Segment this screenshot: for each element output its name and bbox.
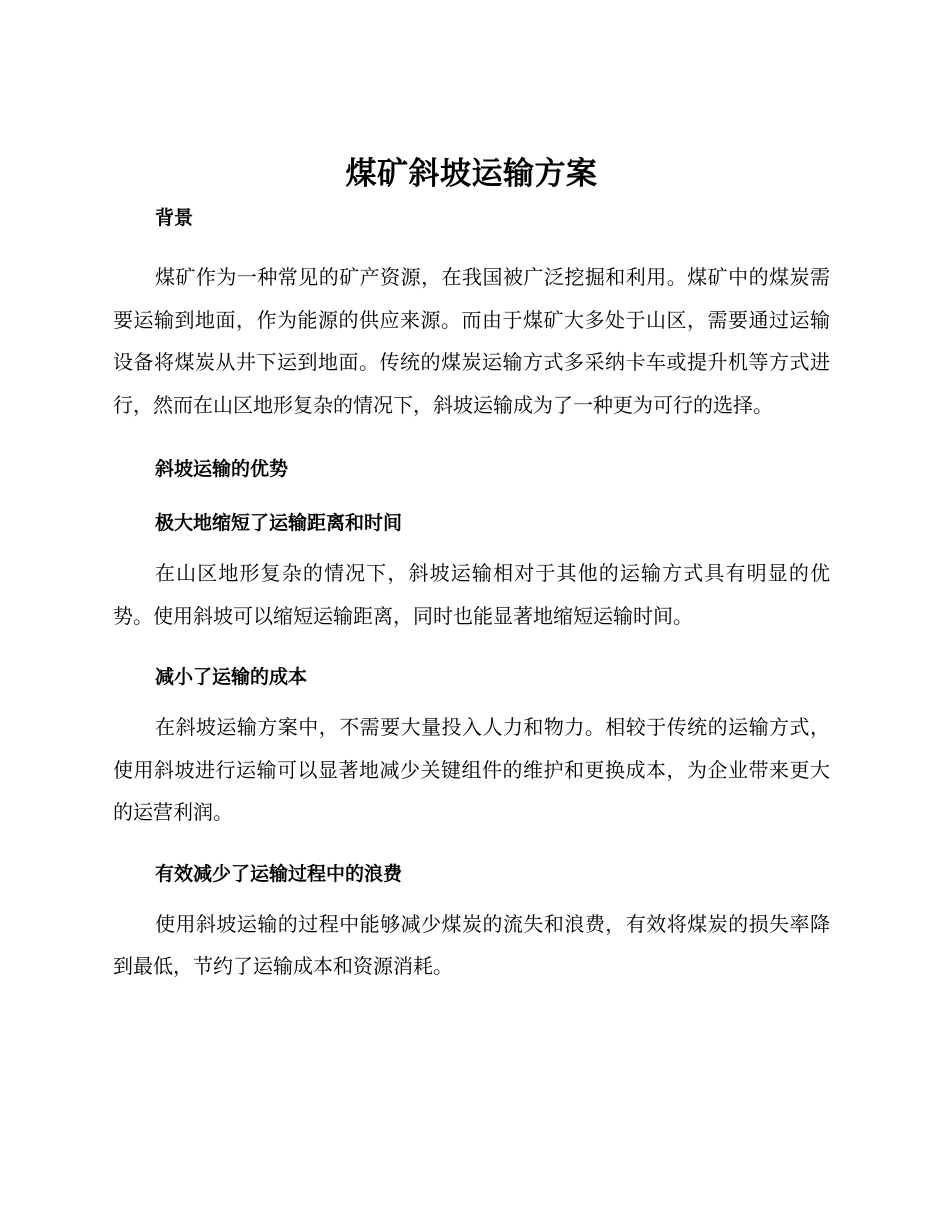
section-paragraph-less-waste: 使用斜坡运输的过程中能够减少煤炭的流失和浪费，有效将煤炭的损失率降到最低，节约了运输成本和资源消耗。 [113, 911, 830, 978]
section-heading-lower-cost: 减小了运输的成本 [155, 666, 308, 688]
section-heading-less-waste: 有效减少了运输过程中的浪费 [155, 862, 403, 885]
section-heading-background: 背景 [155, 207, 194, 229]
section-paragraph-shorter-distance: 在山区地形复杂的情况下，斜坡运输相对于其他的运输方式具有明显的优势。使用斜坡可以缩短运输距离，同时也能显著地缩短运输时间。 [113, 561, 830, 628]
document-content [113, 148, 830, 988]
section-paragraph-background: 煤矿作为一种常见的矿产资源，在我国被广泛挖掘和利用。煤矿中的煤炭需要运输到地面，作为能源的供应来源。而由于煤矿大多处于山区，需要通过运输设备将煤炭从井下运到地面。传统的煤炭运输方式多采纳卡车或提升机等方式进行，然而在山区地形复杂的情况下，斜坡运输成为了一种更为可行的选择。 [113, 265, 830, 417]
section-paragraph-lower-cost: 在斜坡运输方案中，不需要大量投入人力和物力。相较于传统的运输方式，使用斜坡进行运输可以显著地减少关键组件的维护和更换成本，为企业带来更大的运营利润。 [113, 715, 830, 824]
document-title: 煤矿斜坡运输方案 [345, 156, 598, 192]
section-heading-shorter-distance: 极大地缩短了运输距离和时间 [155, 512, 403, 534]
section-heading-advantages: 斜坡运输的优势 [155, 458, 289, 480]
